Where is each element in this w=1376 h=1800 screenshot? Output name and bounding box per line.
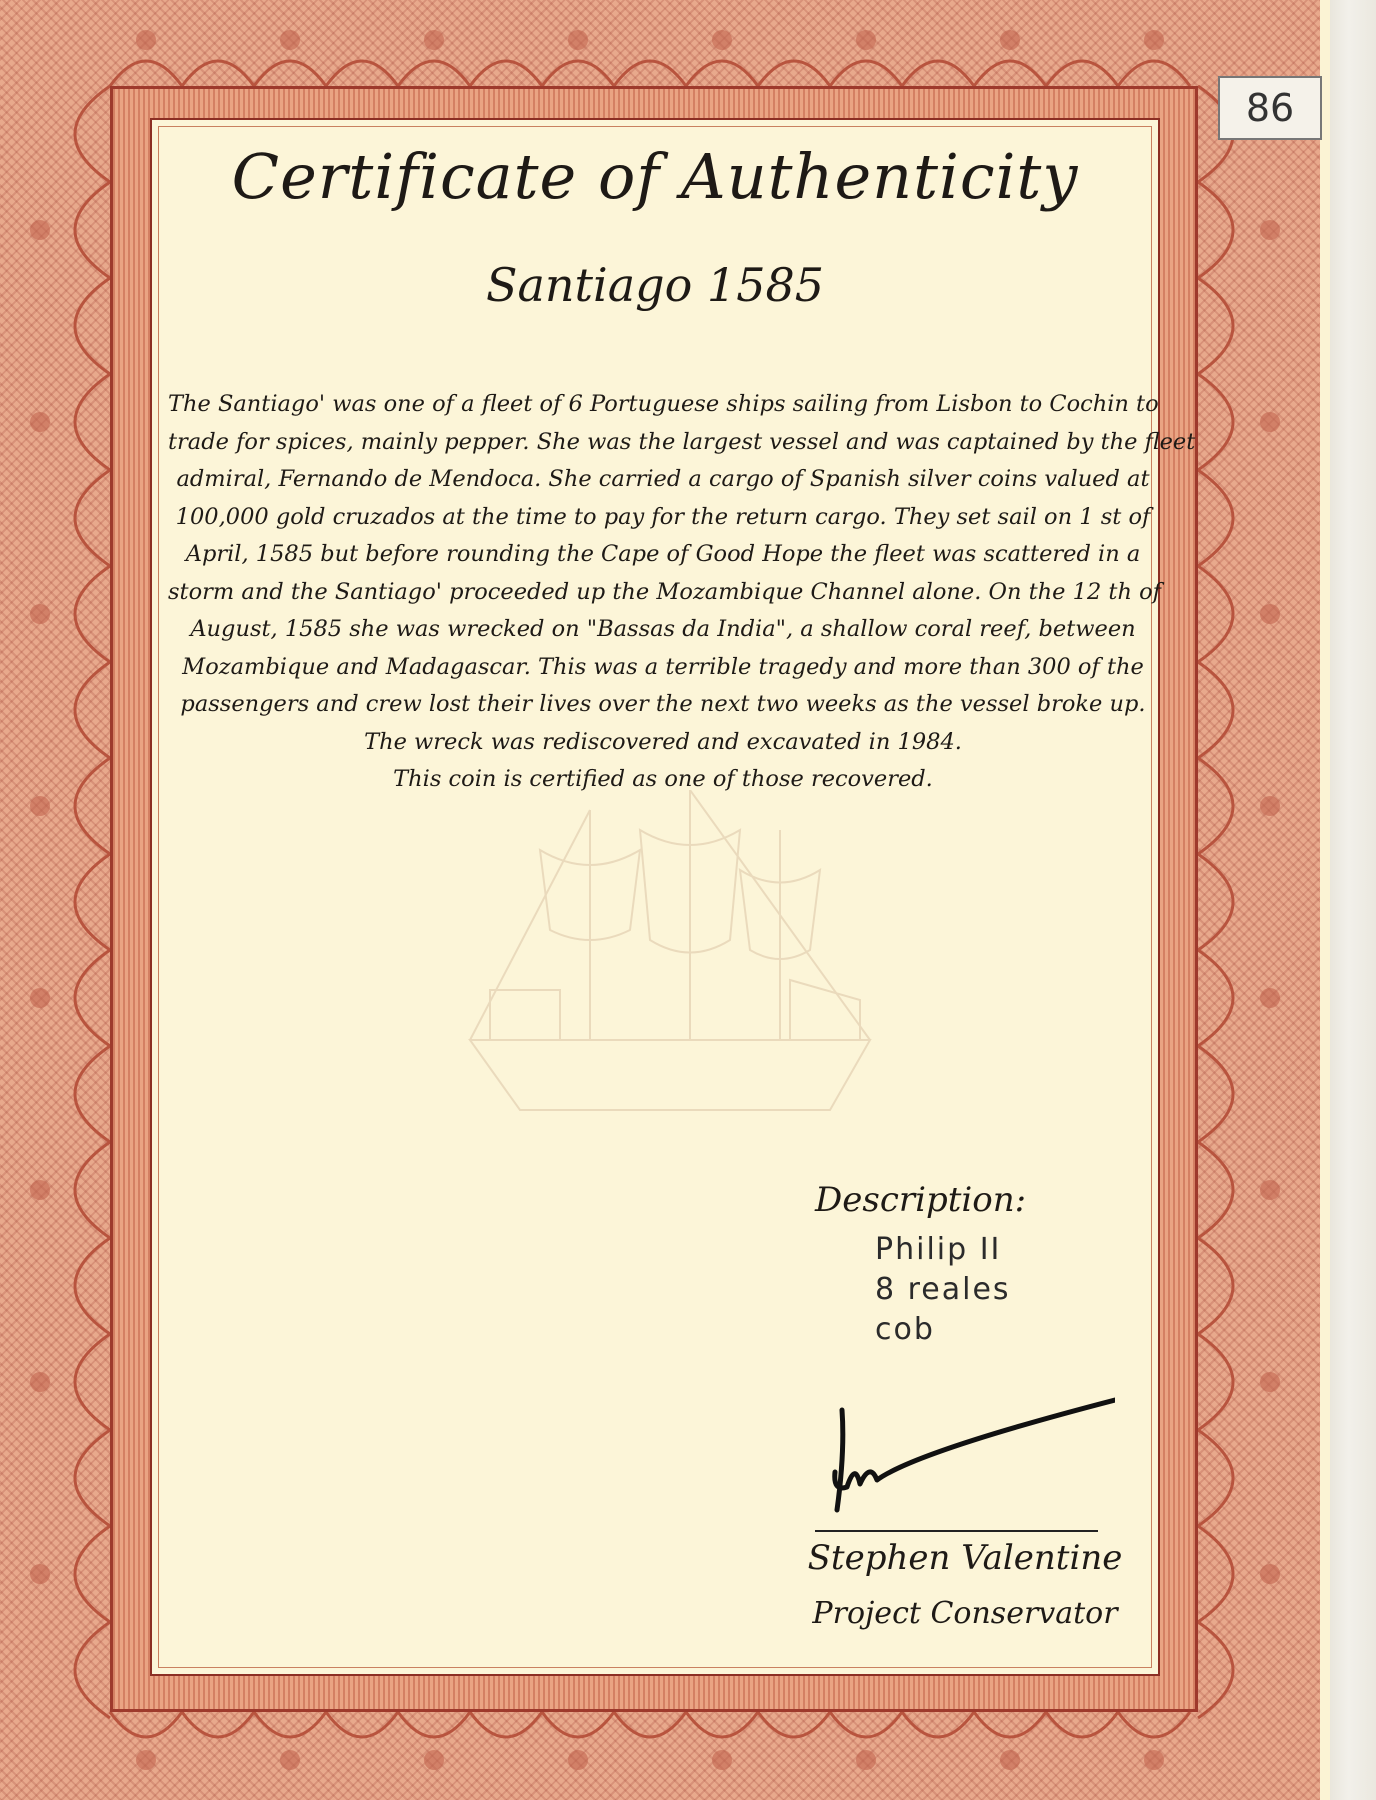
body-line: The Santiago' was one of a fleet of 6 Portuguese ships sailing from Lisbon to Cochin to — [168, 391, 1159, 417]
signer-title: Project Conservator — [812, 1596, 1118, 1631]
description-line: cob — [875, 1312, 935, 1347]
body-line: This coin is certified as one of those recovered. — [393, 766, 933, 792]
page-number: 86 — [1218, 76, 1322, 140]
body-line: 100,000 gold cruzados at the time to pay for the return cargo. They set sail on 1 st of — [175, 503, 1151, 530]
signature-line — [815, 1530, 1098, 1532]
ship-watermark — [430, 790, 910, 1150]
certificate-title: Certificate of Authenticity — [231, 140, 1079, 213]
body-line: The wreck was rediscovered and excavated in 1984. — [364, 728, 962, 755]
body-line: storm and the Santiago' proceeded up the Mozambique Channel alone. On the 12 th of — [168, 578, 1161, 605]
handwritten-signature — [815, 1392, 1115, 1522]
scan-edge — [1330, 0, 1376, 1800]
description-label: Description: — [815, 1180, 1027, 1220]
body-line: admiral, Fernando de Mendoca. She carried a cargo of Spanish silver coins valued at — [176, 466, 1150, 492]
body-line: April, 1585 but before rounding the Cape of Good Hope the fleet was scattered in a — [185, 541, 1141, 567]
body-line: August, 1585 she was wrecked on "Bassas da India", a shallow coral reef, between — [190, 616, 1136, 642]
body-line: trade for spices, mainly pepper. She was the largest vessel and was captained by the fleet — [168, 428, 1196, 455]
certificate-body — [168, 386, 1196, 799]
body-line: passengers and crew lost their lives over the next two weeks as the vessel broke up. — [180, 691, 1146, 717]
description-line: 8 reales — [875, 1272, 1011, 1307]
body-line: Mozambique and Madagascar. This was a terrible tragedy and more than 300 of the — [182, 653, 1144, 680]
description-value — [875, 1230, 1011, 1350]
signer-name: Stephen Valentine — [807, 1538, 1123, 1578]
certificate-subtitle: Santiago 1585 — [485, 258, 824, 312]
description-line: Philip II — [875, 1232, 1002, 1267]
